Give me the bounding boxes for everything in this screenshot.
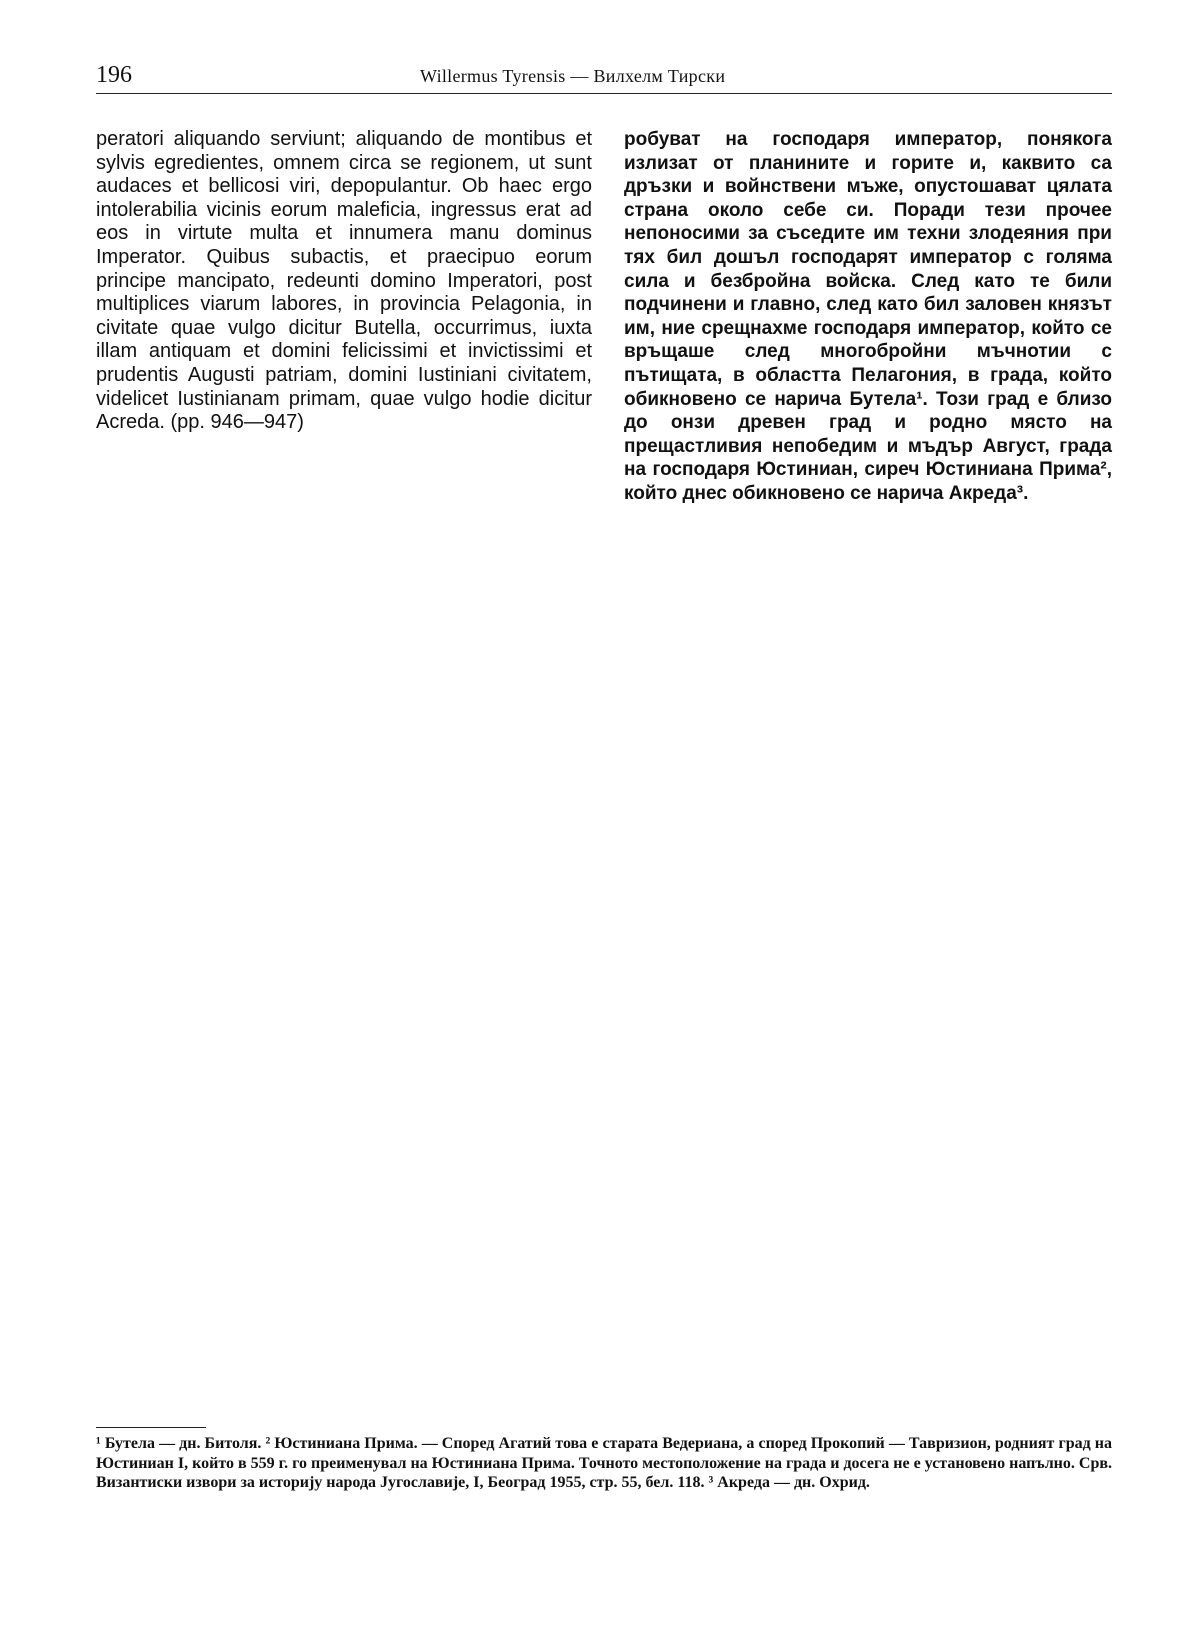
page-number: 196 bbox=[96, 62, 132, 88]
footnotes bbox=[96, 1434, 1112, 1493]
latin-column: peratori aliquando serviunt; aliquando de montibus et sylvis egredientes, omnem circa se regionem, ut sunt audaces et bellicosi viri, depopulantur. Ob haec ergo intolerabilia vicinis eorum maleficia, ingressus erat ad eos in virtute multa et innumera manu dominus Imperator. Quibus subactis, et praecipuo eorum principe mancipato, redeunti domino Imperatori, post multiplices viarum labores, in provincia Pelagonia, in civitate quae vulgo dicitur Butella, occurrimus, iuxta illam antiquam et domini felicissimi et invictissimi et prudentis Augusti patriam, domini Iustiniani civitatem, videlicet Iustinianam primam, quae vulgo hodie dicitur Acreda. (pp. 946—947) bbox=[96, 128, 592, 434]
footnote-rule bbox=[96, 1427, 206, 1428]
footnotes-text: ¹ Бутела — дн. Битоля. ² Юстиниана Прима. — Според Агатий това е старата Ведериана, а според Прокопий — Тавризион, родният град на Юстиниан I, който в 559 г. го преименувал на Юстиниана Прима. Точното местоположение на града и досега не е установено напълно. Срв. Византиски извори за историју народа Југославије, I, Београд 1955, стр. 55, бел. 118. ³ Акреда — дн. Охрид. bbox=[96, 1435, 1112, 1491]
translation-column: робуват на господаря император, понякога излизат от планините и горите и, каквито са дръзки и войнствени мъже, опустошават цялата страна около себе си. Поради тези прочее непоносими за съседите им техни злодеяния при тях бил дошъл господарят император с голяма сила и безбройна войска. След като те били подчинени и главно, след като бил заловен князът им, ние срещнахме господаря император, който се връщаше след многобройни мъчнотии с пътищата, в областта Пелагония, в града, който обикновено се нарича Бутела¹. Този град е близо до онзи древен град и родно място на прещастливия непобедим и мъдър Август, града на господаря Юстиниан, сиреч Юстиниана Прима², който днес обикновено се нарича Акреда³. bbox=[624, 129, 1112, 504]
header-rule bbox=[96, 93, 1112, 94]
running-title: Willermus Tyrensis — Вилхелм Тирски bbox=[420, 66, 726, 86]
